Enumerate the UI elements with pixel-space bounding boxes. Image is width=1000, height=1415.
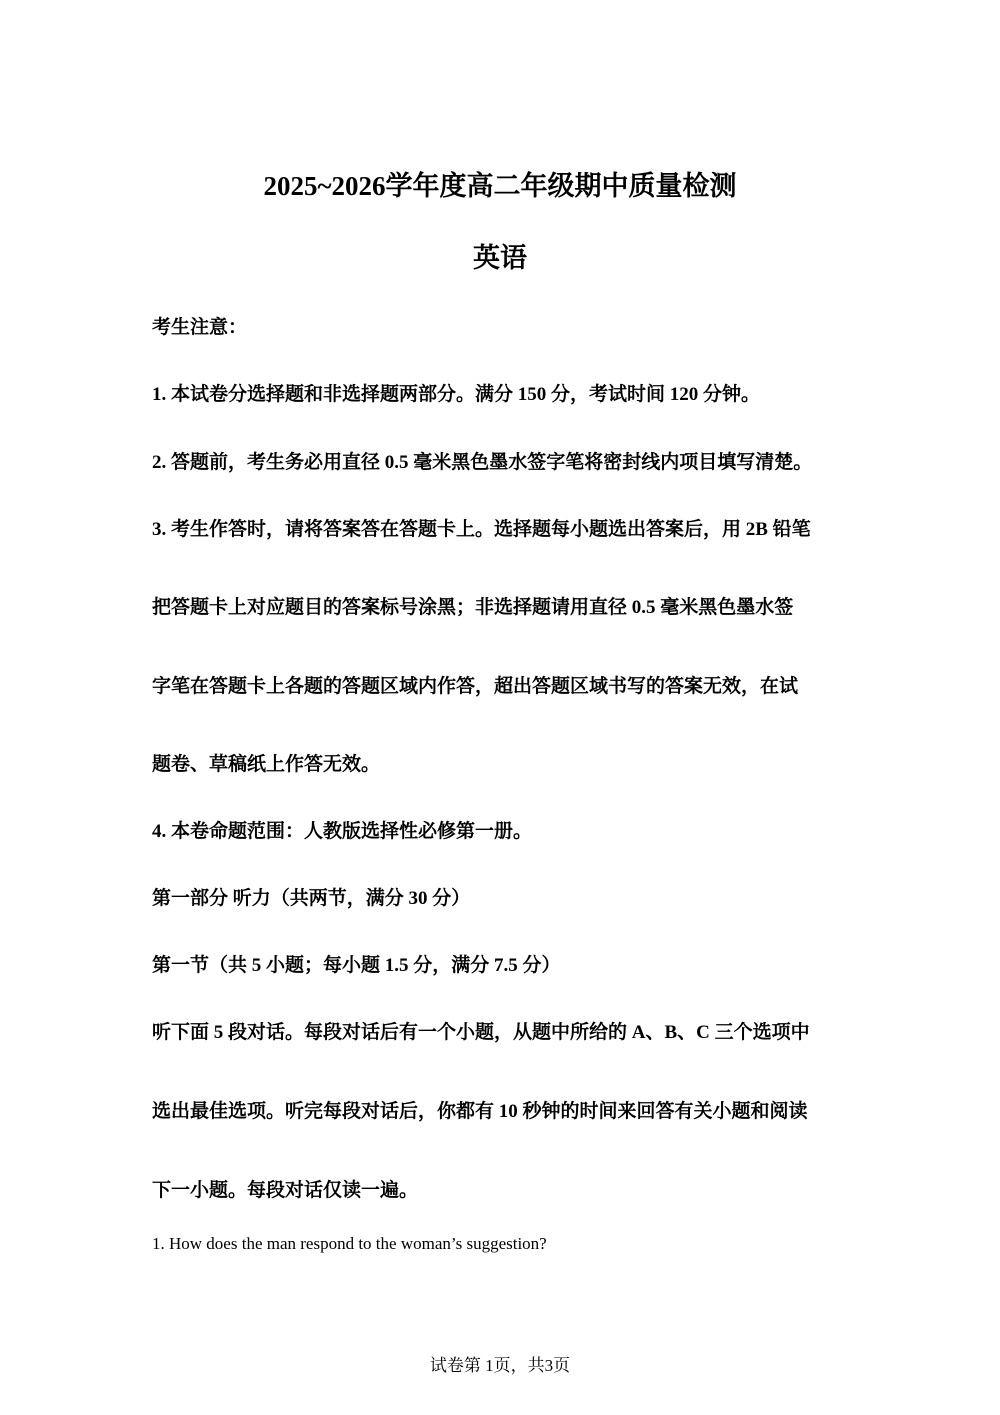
notice-line: 字笔在答题卡上各题的答题区域内作答，超出答题区域书写的答案无效，在试 — [152, 676, 799, 697]
notice-line: 题卷、草稿纸上作答无效。 — [152, 754, 381, 775]
question-1: 1. How does the man respond to the woman’s suggestion? — [152, 1234, 547, 1253]
subject-title: 英语 — [473, 243, 527, 273]
notice-line: 1. 本试卷分选择题和非选择题两部分。满分 150 分，考试时间 120 分钟。 — [152, 384, 761, 405]
instruction-line: 听下面 5 段对话。每段对话后有一个小题，从题中所给的 A、B、C 三个选项中 — [152, 1022, 810, 1043]
section-heading: 第一节（共 5 小题；每小题 1.5 分，满分 7.5 分） — [152, 955, 561, 976]
notice-line: 4. 本卷命题范围：人教版选择性必修第一册。 — [152, 821, 533, 842]
exam-title: 2025~2026学年度高二年级期中质量检测 — [263, 171, 737, 201]
notice-line: 2. 答题前，考生务必用直径 0.5 毫米黑色墨水签字笔将密封线内项目填写清楚。 — [152, 452, 813, 473]
notice-line: 把答题卡上对应题目的答案标号涂黑；非选择题请用直径 0.5 毫米黑色墨水签 — [152, 597, 794, 618]
page-footer: 试卷第 1页，共3页 — [429, 1356, 571, 1375]
part-heading: 第一部分 听力（共两节，满分 30 分） — [152, 888, 471, 909]
notice-heading: 考生注意： — [152, 317, 248, 338]
instruction-line: 下一小题。每段对话仅读一遍。 — [152, 1180, 419, 1201]
notice-line: 3. 考生作答时，请将答案答在答题卡上。选择题每小题选出答案后，用 2B 铅笔 — [152, 519, 811, 540]
instruction-line: 选出最佳选项。听完每段对话后，你都有 10 秒钟的时间来回答有关小题和阅读 — [152, 1101, 808, 1122]
